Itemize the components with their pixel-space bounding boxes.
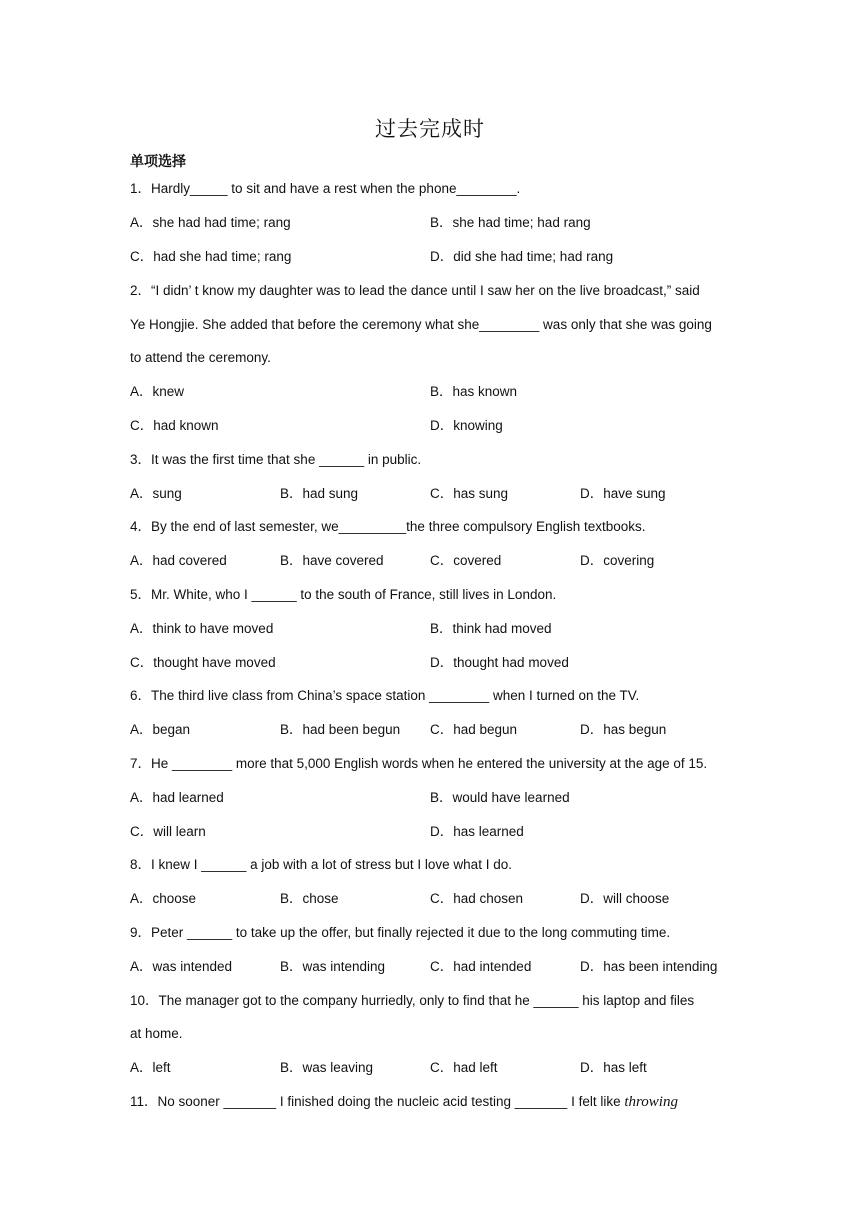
question-5-text: 5．Mr. White, who I ______ to the south of France, still lives in London. [130,587,557,602]
q6-option-b: B．had been begun [280,722,401,737]
q8-option-c: C．had chosen [430,891,524,906]
q8-option-b: B．chose [280,891,339,906]
q6-option-a: A．began [130,722,191,737]
question-1-text: 1．Hardly_____ to sit and have a rest when the phone________. [130,181,521,196]
q3-option-c: C．has sung [430,486,509,501]
q9-option-a: A．was intended [130,959,233,974]
question-2-text: 2．“I didn’ t know my daughter was to lead the dance until I saw her on the live broadcast,” said [130,283,700,298]
q7-option-a: A．had learned [130,790,224,805]
q5-option-b: B．think had moved [430,621,552,636]
question-6-text: 6．The third live class from China’s space station ________ when I turned on the TV. [130,688,640,703]
question-10-text-line2: at home. [130,1026,183,1041]
question-9-text: 9．Peter ______ to take up the offer, but finally rejected it due to the long commuting time. [130,925,671,940]
question-7-text: 7．He ________ more that 5,000 English words when he entered the university at the age of 15. [130,756,708,771]
q2-option-d: D．knowing [430,418,503,433]
q5-option-c: C．thought have moved [130,655,276,670]
q5-option-d: D．thought had moved [430,655,569,670]
question-11-italic-word: throwing [624,1094,678,1110]
q10-option-b: B．was leaving [280,1060,374,1075]
q7-option-d: D．has learned [430,824,524,839]
q4-option-c: C．covered [430,553,502,568]
q3-option-b: B．had sung [280,486,359,501]
q1-option-b: B．she had time; had rang [430,215,591,230]
q10-option-c: C．had left [430,1060,498,1075]
q1-option-c: C．had she had time; rang [130,249,292,264]
question-11-text [130,1093,730,1111]
question-2-text-line3: to attend the ceremony. [130,350,271,365]
q7-option-b: B．would have learned [430,790,570,805]
q6-option-c: C．had begun [430,722,518,737]
q10-option-a: A．left [130,1060,171,1075]
question-2-text-line2: Ye Hongjie. She added that before the ceremony what she________ was only that she was going [130,317,712,332]
q4-option-b: B．have covered [280,553,384,568]
q2-option-b: B．has known [430,384,518,399]
q2-option-a: A．knew [130,384,185,399]
q8-option-d: D．will choose [580,891,670,906]
question-10-text: 10．The manager got to the company hurriedly, only to find that he ______ his laptop and files [130,993,695,1008]
q5-option-a: A．think to have moved [130,621,274,636]
q8-option-a: A．choose [130,891,197,906]
question-3-text: 3．It was the first time that she ______ in public. [130,452,422,467]
q4-option-a: A．had covered [130,553,227,568]
q1-option-d: D．did she had time; had rang [430,249,614,264]
page-title: 过去完成时 [375,117,485,141]
question-4-text: 4．By the end of last semester, we_________the three compulsory English textbooks. [130,519,646,534]
question-8-text: 8．I knew I ______ a job with a lot of stress but I love what I do. [130,857,512,872]
q7-option-c: C．will learn [130,824,206,839]
q1-option-a: A．she had had time; rang [130,215,291,230]
q4-option-d: D．covering [580,553,655,568]
q10-option-d: D．has left [580,1060,647,1075]
q6-option-d: D．has begun [580,722,667,737]
section-heading: 单项选择 [130,153,186,169]
q2-option-c: C．had known [130,418,219,433]
q9-option-d: D．has been intending [580,959,718,974]
q3-option-d: D．have sung [580,486,666,501]
question-11-body: 11．No sooner _______ I finished doing the nucleic acid testing _______ I felt like [130,1094,625,1109]
q3-option-a: A．sung [130,486,182,501]
q9-option-c: C．had intended [430,959,532,974]
q9-option-b: B．was intending [280,959,386,974]
